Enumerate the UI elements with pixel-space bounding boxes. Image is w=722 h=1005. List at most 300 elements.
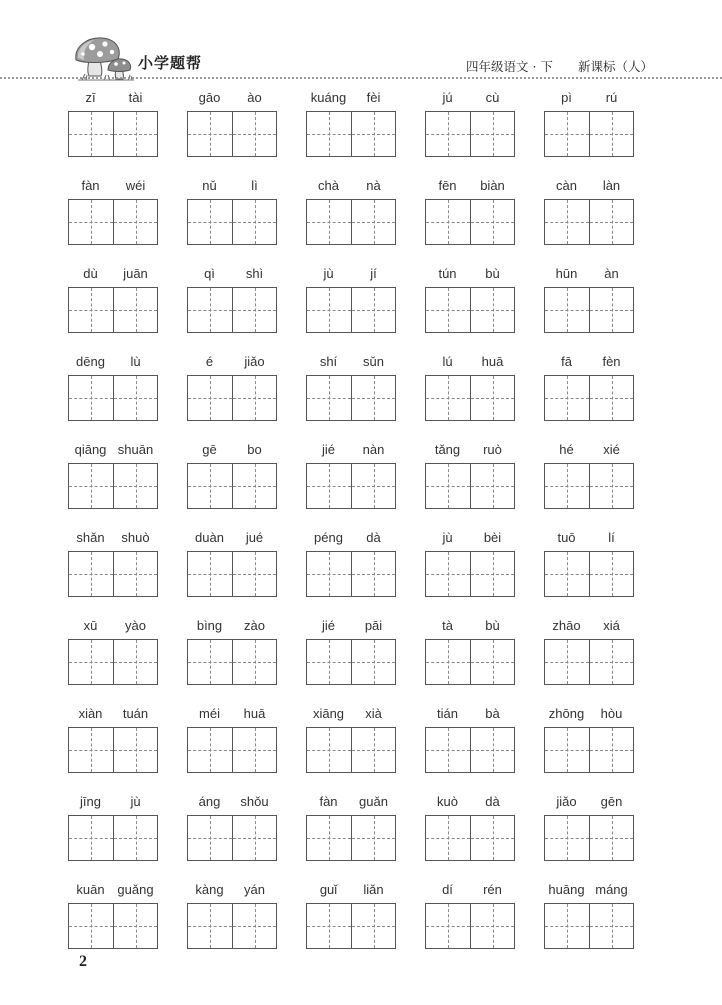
- pinyin-syllable: guǎn: [359, 794, 388, 809]
- tianzige-square: [470, 112, 514, 156]
- pinyin-syllable: liǎn: [363, 882, 384, 897]
- tianzige-square: [232, 728, 276, 772]
- writing-box: [68, 375, 158, 421]
- pinyin-pair: [306, 176, 396, 196]
- writing-box: [306, 111, 396, 157]
- tianzige-square: [545, 728, 589, 772]
- pinyin-syllable: làn: [602, 178, 621, 193]
- pinyin-syllable: jīng: [80, 794, 101, 809]
- word-cell: [425, 880, 515, 949]
- tianzige-square: [470, 816, 514, 860]
- writing-box: [68, 199, 158, 245]
- pinyin-syllable: bèi: [483, 530, 502, 545]
- pinyin-syllable: nǔ: [202, 178, 217, 193]
- pinyin-pair: [306, 704, 396, 724]
- pinyin-pair: [68, 352, 158, 372]
- tianzige-square: [589, 816, 633, 860]
- tianzige-square: [307, 288, 351, 332]
- page-number: 2: [79, 953, 87, 970]
- writing-box: [68, 639, 158, 685]
- word-cell: [68, 704, 158, 773]
- pinyin-syllable: huāng: [548, 882, 585, 897]
- tianzige-square: [113, 552, 157, 596]
- tianzige-square: [470, 640, 514, 684]
- writing-box: [306, 727, 396, 773]
- writing-box: [306, 551, 396, 597]
- pinyin-syllable: méi: [199, 706, 220, 721]
- tianzige-square: [545, 552, 589, 596]
- word-cell: [68, 264, 158, 333]
- pinyin-syllable: guǐ: [319, 882, 338, 897]
- pinyin-pair: [544, 352, 634, 372]
- writing-box: [306, 463, 396, 509]
- tianzige-square: [307, 904, 351, 948]
- pinyin-syllable: tián: [437, 706, 458, 721]
- writing-box: [544, 815, 634, 861]
- writing-box: [544, 551, 634, 597]
- pinyin-pair: [187, 792, 277, 812]
- writing-box: [187, 199, 277, 245]
- tianzige-square: [188, 464, 232, 508]
- writing-box: [544, 287, 634, 333]
- tianzige-square: [113, 904, 157, 948]
- word-cell: [187, 528, 277, 597]
- pinyin-syllable: tài: [128, 90, 143, 105]
- word-cell: [544, 352, 634, 421]
- pinyin-syllable: dù: [83, 266, 98, 281]
- writing-box: [544, 199, 634, 245]
- word-cell: [544, 176, 634, 245]
- tianzige-square: [351, 200, 395, 244]
- header-divider: [0, 77, 722, 79]
- pinyin-pair: [187, 264, 277, 284]
- word-cell: [544, 616, 634, 685]
- tianzige-square: [470, 288, 514, 332]
- pinyin-syllable: dà: [485, 794, 500, 809]
- tianzige-square: [426, 200, 470, 244]
- tianzige-square: [545, 904, 589, 948]
- word-cell: [544, 440, 634, 509]
- tianzige-square: [426, 640, 470, 684]
- writing-box: [306, 199, 396, 245]
- tianzige-square: [69, 376, 113, 420]
- pinyin-pair: [187, 528, 277, 548]
- pinyin-syllable: xié: [603, 442, 620, 457]
- pinyin-syllable: xiàn: [78, 706, 103, 721]
- pinyin-syllable: bìng: [196, 618, 223, 633]
- pinyin-syllable: bà: [485, 706, 500, 721]
- pinyin-pair: [306, 440, 396, 460]
- pinyin-pair: [306, 616, 396, 636]
- tianzige-square: [351, 552, 395, 596]
- pinyin-syllable: càn: [556, 178, 577, 193]
- pinyin-syllable: tuán: [122, 706, 149, 721]
- pinyin-pair: [425, 616, 515, 636]
- word-cell: [425, 528, 515, 597]
- pinyin-syllable: tún: [438, 266, 457, 281]
- pinyin-syllable: jù: [130, 794, 141, 809]
- pinyin-syllable: jù: [323, 266, 334, 281]
- word-cell: [187, 440, 277, 509]
- tianzige-square: [589, 288, 633, 332]
- tianzige-square: [69, 552, 113, 596]
- tianzige-square: [426, 376, 470, 420]
- pinyin-syllable: zào: [244, 618, 265, 633]
- writing-box: [425, 551, 515, 597]
- word-cell: [187, 880, 277, 949]
- pinyin-pair: [544, 440, 634, 460]
- pinyin-syllable: fèn: [602, 354, 621, 369]
- word-cell: [68, 616, 158, 685]
- pinyin-syllable: wéi: [125, 178, 146, 193]
- pinyin-syllable: ruò: [483, 442, 502, 457]
- word-cell: [68, 176, 158, 245]
- word-cell: [425, 352, 515, 421]
- pinyin-syllable: dí: [442, 882, 453, 897]
- tianzige-square: [232, 464, 276, 508]
- tianzige-square: [69, 816, 113, 860]
- pinyin-pair: [68, 440, 158, 460]
- tianzige-square: [470, 200, 514, 244]
- pinyin-syllable: fàn: [81, 178, 100, 193]
- word-cell: [68, 792, 158, 861]
- tianzige-square: [188, 112, 232, 156]
- pinyin-syllable: tà: [442, 618, 453, 633]
- writing-box: [187, 287, 277, 333]
- word-cell: [306, 792, 396, 861]
- tianzige-square: [69, 464, 113, 508]
- tianzige-square: [426, 112, 470, 156]
- tianzige-square: [232, 112, 276, 156]
- writing-box: [306, 375, 396, 421]
- pinyin-pair: [544, 792, 634, 812]
- pinyin-syllable: lú: [442, 354, 453, 369]
- tianzige-square: [113, 728, 157, 772]
- tianzige-square: [188, 288, 232, 332]
- pinyin-pair: [306, 352, 396, 372]
- tianzige-square: [545, 640, 589, 684]
- pinyin-syllable: juān: [123, 266, 148, 281]
- tianzige-square: [188, 376, 232, 420]
- pinyin-syllable: máng: [595, 882, 628, 897]
- pinyin-pair: [544, 176, 634, 196]
- tianzige-square: [307, 640, 351, 684]
- pinyin-syllable: jié: [321, 442, 335, 457]
- pinyin-pair: [425, 88, 515, 108]
- word-cell: [187, 88, 277, 157]
- tianzige-square: [69, 728, 113, 772]
- writing-box: [544, 639, 634, 685]
- tianzige-square: [589, 904, 633, 948]
- word-cell: [306, 880, 396, 949]
- pinyin-syllable: nà: [366, 178, 381, 193]
- pinyin-syllable: jié: [321, 618, 335, 633]
- pinyin-pair: [68, 176, 158, 196]
- tianzige-square: [113, 816, 157, 860]
- writing-box: [425, 639, 515, 685]
- pinyin-syllable: jú: [442, 90, 453, 105]
- writing-box: [544, 111, 634, 157]
- writing-box: [425, 111, 515, 157]
- pinyin-pair: [425, 352, 515, 372]
- tianzige-square: [188, 728, 232, 772]
- pinyin-syllable: jiǎo: [556, 794, 577, 809]
- tianzige-square: [545, 464, 589, 508]
- pinyin-pair: [544, 880, 634, 900]
- pinyin-syllable: lì: [251, 178, 258, 193]
- pinyin-syllable: bù: [485, 618, 500, 633]
- pinyin-syllable: dà: [366, 530, 381, 545]
- pinyin-syllable: kuò: [437, 794, 458, 809]
- writing-box: [68, 903, 158, 949]
- writing-box: [187, 727, 277, 773]
- tianzige-square: [545, 112, 589, 156]
- word-cell: [68, 352, 158, 421]
- writing-box: [425, 815, 515, 861]
- tianzige-square: [307, 552, 351, 596]
- tianzige-square: [426, 464, 470, 508]
- writing-box: [68, 287, 158, 333]
- pinyin-syllable: yán: [244, 882, 265, 897]
- word-cell: [544, 792, 634, 861]
- pinyin-pair: [425, 792, 515, 812]
- tianzige-square: [113, 112, 157, 156]
- tianzige-square: [232, 200, 276, 244]
- pinyin-pair: [68, 88, 158, 108]
- word-cell: [187, 616, 277, 685]
- pinyin-syllable: pāi: [364, 618, 383, 633]
- word-cell: [425, 176, 515, 245]
- writing-box: [68, 463, 158, 509]
- writing-box: [68, 551, 158, 597]
- writing-box: [425, 375, 515, 421]
- pinyin-syllable: bù: [485, 266, 500, 281]
- pinyin-syllable: fèi: [366, 90, 381, 105]
- pinyin-syllable: huā: [481, 354, 504, 369]
- tianzige-square: [69, 904, 113, 948]
- tianzige-square: [232, 288, 276, 332]
- tianzige-square: [545, 816, 589, 860]
- tianzige-square: [351, 288, 395, 332]
- tianzige-square: [426, 552, 470, 596]
- tianzige-square: [545, 288, 589, 332]
- word-cell: [187, 176, 277, 245]
- word-cell: [544, 528, 634, 597]
- pinyin-syllable: fā: [561, 354, 572, 369]
- pinyin-pair: [306, 264, 396, 284]
- word-cell: [544, 88, 634, 157]
- writing-box: [544, 463, 634, 509]
- pinyin-syllable: guǎng: [117, 882, 154, 897]
- word-cell: [187, 352, 277, 421]
- tianzige-square: [232, 640, 276, 684]
- pinyin-syllable: tuō: [557, 530, 576, 545]
- writing-box: [68, 727, 158, 773]
- tianzige-square: [69, 640, 113, 684]
- grade-subject-label: 四年级语文 · 下: [466, 59, 553, 74]
- pinyin-syllable: é: [205, 354, 214, 369]
- pinyin-syllable: jué: [245, 530, 264, 545]
- pinyin-syllable: bo: [247, 442, 262, 457]
- writing-box: [68, 815, 158, 861]
- tianzige-square: [351, 464, 395, 508]
- tianzige-square: [351, 112, 395, 156]
- writing-box: [187, 375, 277, 421]
- word-cell: [306, 616, 396, 685]
- tianzige-square: [470, 728, 514, 772]
- pinyin-syllable: xiá: [603, 618, 620, 633]
- writing-box: [187, 463, 277, 509]
- writing-box: [187, 903, 277, 949]
- tianzige-square: [188, 640, 232, 684]
- pinyin-syllable: gē: [202, 442, 217, 457]
- word-cell: [187, 792, 277, 861]
- tianzige-square: [589, 200, 633, 244]
- tianzige-square: [113, 464, 157, 508]
- pinyin-syllable: xiāng: [312, 706, 345, 721]
- writing-box: [306, 903, 396, 949]
- tianzige-square: [188, 200, 232, 244]
- word-cell: [306, 440, 396, 509]
- pinyin-syllable: rén: [483, 882, 502, 897]
- tianzige-square: [589, 640, 633, 684]
- writing-box: [425, 199, 515, 245]
- pinyin-pair: [306, 880, 396, 900]
- tianzige-square: [232, 816, 276, 860]
- tianzige-square: [470, 376, 514, 420]
- word-cell: [544, 264, 634, 333]
- tianzige-square: [113, 200, 157, 244]
- pinyin-syllable: zhōng: [548, 706, 585, 721]
- tianzige-square: [589, 552, 633, 596]
- mushroom-icon: [72, 34, 136, 82]
- tianzige-square: [188, 816, 232, 860]
- writing-box: [187, 111, 277, 157]
- pinyin-syllable: yào: [125, 618, 146, 633]
- pinyin-pair: [425, 440, 515, 460]
- writing-box: [187, 815, 277, 861]
- pinyin-syllable: dēng: [76, 354, 105, 369]
- writing-box: [544, 727, 634, 773]
- writing-box: [425, 727, 515, 773]
- pinyin-syllable: duàn: [195, 530, 224, 545]
- tianzige-square: [589, 376, 633, 420]
- pinyin-syllable: rú: [605, 90, 618, 105]
- word-cell: [425, 792, 515, 861]
- tianzige-square: [307, 728, 351, 772]
- tianzige-square: [188, 904, 232, 948]
- pinyin-syllable: shuò: [121, 530, 150, 545]
- writing-box: [187, 639, 277, 685]
- pinyin-pair: [425, 704, 515, 724]
- pinyin-syllable: zhāo: [552, 618, 581, 633]
- tianzige-square: [426, 904, 470, 948]
- pinyin-pair: [68, 616, 158, 636]
- pinyin-syllable: nàn: [362, 442, 385, 457]
- writing-box: [306, 639, 396, 685]
- tianzige-square: [589, 112, 633, 156]
- tianzige-square: [307, 376, 351, 420]
- pinyin-syllable: xū: [83, 618, 98, 633]
- tianzige-square: [426, 816, 470, 860]
- tianzige-square: [545, 200, 589, 244]
- writing-box: [425, 463, 515, 509]
- tianzige-square: [351, 728, 395, 772]
- pinyin-pair: [425, 880, 515, 900]
- word-cell: [306, 176, 396, 245]
- word-cell: [425, 264, 515, 333]
- writing-box: [306, 815, 396, 861]
- pinyin-pair: [187, 88, 277, 108]
- pinyin-syllable: kuáng: [310, 90, 347, 105]
- pinyin-syllable: lí: [608, 530, 615, 545]
- writing-box: [425, 287, 515, 333]
- writing-box: [306, 287, 396, 333]
- word-cell: [306, 264, 396, 333]
- pinyin-pair: [187, 880, 277, 900]
- word-cell: [187, 704, 277, 773]
- word-cell: [306, 704, 396, 773]
- writing-box: [187, 551, 277, 597]
- word-cell: [425, 440, 515, 509]
- tianzige-square: [307, 200, 351, 244]
- tianzige-square: [69, 200, 113, 244]
- pinyin-syllable: kuān: [76, 882, 105, 897]
- pinyin-pair: [187, 440, 277, 460]
- tianzige-square: [113, 640, 157, 684]
- writing-box: [425, 903, 515, 949]
- word-cell: [187, 264, 277, 333]
- word-cell: [544, 880, 634, 949]
- pinyin-pair: [306, 528, 396, 548]
- pinyin-syllable: biàn: [480, 178, 505, 193]
- tianzige-square: [426, 288, 470, 332]
- pinyin-grid: [68, 88, 634, 949]
- tianzige-square: [113, 376, 157, 420]
- pinyin-syllable: tǎng: [434, 442, 461, 457]
- pinyin-syllable: fēn: [438, 178, 457, 193]
- pinyin-pair: [187, 352, 277, 372]
- tianzige-square: [69, 288, 113, 332]
- tianzige-square: [232, 904, 276, 948]
- pinyin-syllable: hūn: [555, 266, 578, 281]
- pinyin-syllable: áng: [198, 794, 221, 809]
- tianzige-square: [470, 552, 514, 596]
- tianzige-square: [589, 464, 633, 508]
- pinyin-syllable: shǎn: [76, 530, 105, 545]
- pinyin-pair: [68, 792, 158, 812]
- pinyin-syllable: àn: [604, 266, 619, 281]
- tianzige-square: [232, 552, 276, 596]
- tianzige-square: [113, 288, 157, 332]
- word-cell: [306, 528, 396, 597]
- pinyin-syllable: hé: [559, 442, 574, 457]
- pinyin-pair: [544, 528, 634, 548]
- pinyin-syllable: sǔn: [363, 354, 384, 369]
- tianzige-square: [351, 904, 395, 948]
- pinyin-syllable: shì: [245, 266, 264, 281]
- pinyin-pair: [68, 264, 158, 284]
- mushroom-logo: [72, 34, 136, 82]
- pinyin-syllable: gēn: [600, 794, 623, 809]
- tianzige-square: [307, 464, 351, 508]
- word-cell: [425, 88, 515, 157]
- pinyin-pair: [544, 88, 634, 108]
- pinyin-syllable: jù: [442, 530, 453, 545]
- pinyin-syllable: qiāng: [74, 442, 107, 457]
- writing-box: [68, 111, 158, 157]
- word-cell: [306, 88, 396, 157]
